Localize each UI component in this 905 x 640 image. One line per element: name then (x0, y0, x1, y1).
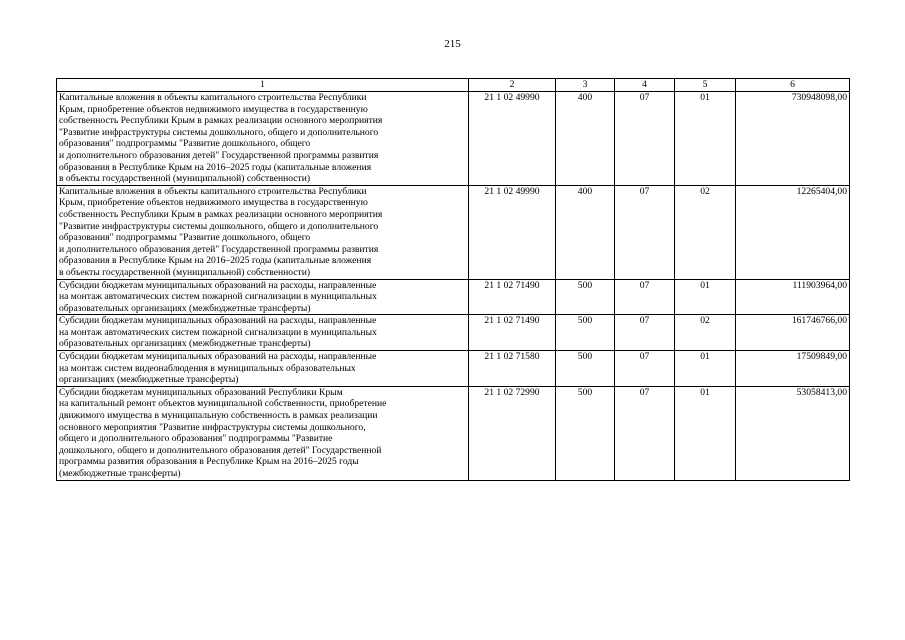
row-subsection: 02 (675, 185, 736, 279)
row-subsection: 01 (675, 351, 736, 387)
column-header-6: 6 (736, 79, 850, 92)
row-subsection: 01 (675, 92, 736, 186)
row-section: 07 (615, 315, 675, 351)
row-section: 07 (615, 185, 675, 279)
row-section: 07 (615, 351, 675, 387)
table-row (57, 92, 850, 186)
column-header-4: 4 (615, 79, 675, 92)
row-subsection: 02 (675, 315, 736, 351)
column-header-2: 2 (469, 79, 556, 92)
row-expense-type: 500 (556, 315, 615, 351)
header-row (57, 79, 850, 92)
row-amount: 730948098,00 (736, 92, 850, 186)
row-amount: 111903964,00 (736, 279, 850, 315)
page-number: 215 (444, 38, 461, 50)
column-header-3: 3 (556, 79, 615, 92)
budget-table (56, 78, 850, 481)
row-expense-type: 500 (556, 279, 615, 315)
row-section: 07 (615, 279, 675, 315)
row-subsection: 01 (675, 279, 736, 315)
row-target-article: 21 1 02 49990 (469, 92, 556, 186)
column-header-5: 5 (675, 79, 736, 92)
row-description: Субсидии бюджетам муниципальных образований на расходы, направленные на монтаж систем видеонаблюдения в муниципальных образовательных организациях (межбюджетные трансферты) (57, 351, 469, 387)
table-row (57, 279, 850, 315)
row-description: Капитальные вложения в объекты капитального строительства Республики Крым, приобретение объектов недвижимого имущества в государственную собственность Республики Крым в рамках реализации основного мероприятия "Развитие инфраструктуры системы дошкольного, общего и дополнительного образования" подпрограммы "Развитие дошкольного, общего и дополнительного образования детей" Государственной программы развития образования в Республике Крым на 2016–2025 годы (капитальные вложения в объекты государственной (муниципальной) собственности) (57, 185, 469, 279)
row-amount: 17509849,00 (736, 351, 850, 387)
row-description: Субсидии бюджетам муниципальных образований на расходы, направленные на монтаж автоматических систем пожарной сигнализации в муниципальных образовательных организациях (межбюджетные трансферты) (57, 315, 469, 351)
row-amount: 53058413,00 (736, 386, 850, 480)
row-target-article: 21 1 02 71490 (469, 315, 556, 351)
table-row (57, 386, 850, 480)
row-expense-type: 400 (556, 92, 615, 186)
table-row (57, 351, 850, 387)
column-header-1: 1 (57, 79, 469, 92)
row-description: Субсидии бюджетам муниципальных образований на расходы, направленные на монтаж автоматических систем пожарной сигнализации в муниципальных образовательных организациях (межбюджетные трансферты) (57, 279, 469, 315)
row-target-article: 21 1 02 72990 (469, 386, 556, 480)
row-expense-type: 500 (556, 351, 615, 387)
row-section: 07 (615, 92, 675, 186)
row-description: Субсидии бюджетам муниципальных образований Республики Крым на капитальный ремонт объектов муниципальной собственности, приобретение движимого имущества в муниципальную собственность в рамках реализации основного мероприятия "Развитие инфраструктуры системы дошкольного, общего и дополнительного образования" подпрограммы "Развитие дошкольного, общего и дополнительного образования детей" Государственной программы развития образования в Республике Крым на 2016–2025 годы (межбюджетные трансферты) (57, 386, 469, 480)
row-description: Капитальные вложения в объекты капитального строительства Республики Крым, приобретение объектов недвижимого имущества в государственную собственность Республики Крым в рамках реализации основного мероприятия "Развитие инфраструктуры системы дошкольного, общего и дополнительного образования" подпрограммы "Развитие дошкольного, общего и дополнительного образования детей" Государственной программы развития образования в Республике Крым на 2016–2025 годы (капитальные вложения в объекты государственной (муниципальной) собственности) (57, 92, 469, 186)
row-subsection: 01 (675, 386, 736, 480)
table-row (57, 185, 850, 279)
row-expense-type: 500 (556, 386, 615, 480)
row-expense-type: 400 (556, 185, 615, 279)
row-target-article: 21 1 02 71580 (469, 351, 556, 387)
row-section: 07 (615, 386, 675, 480)
row-amount: 12265404,00 (736, 185, 850, 279)
row-amount: 161746766,00 (736, 315, 850, 351)
row-target-article: 21 1 02 49990 (469, 185, 556, 279)
table-row (57, 315, 850, 351)
row-target-article: 21 1 02 71490 (469, 279, 556, 315)
